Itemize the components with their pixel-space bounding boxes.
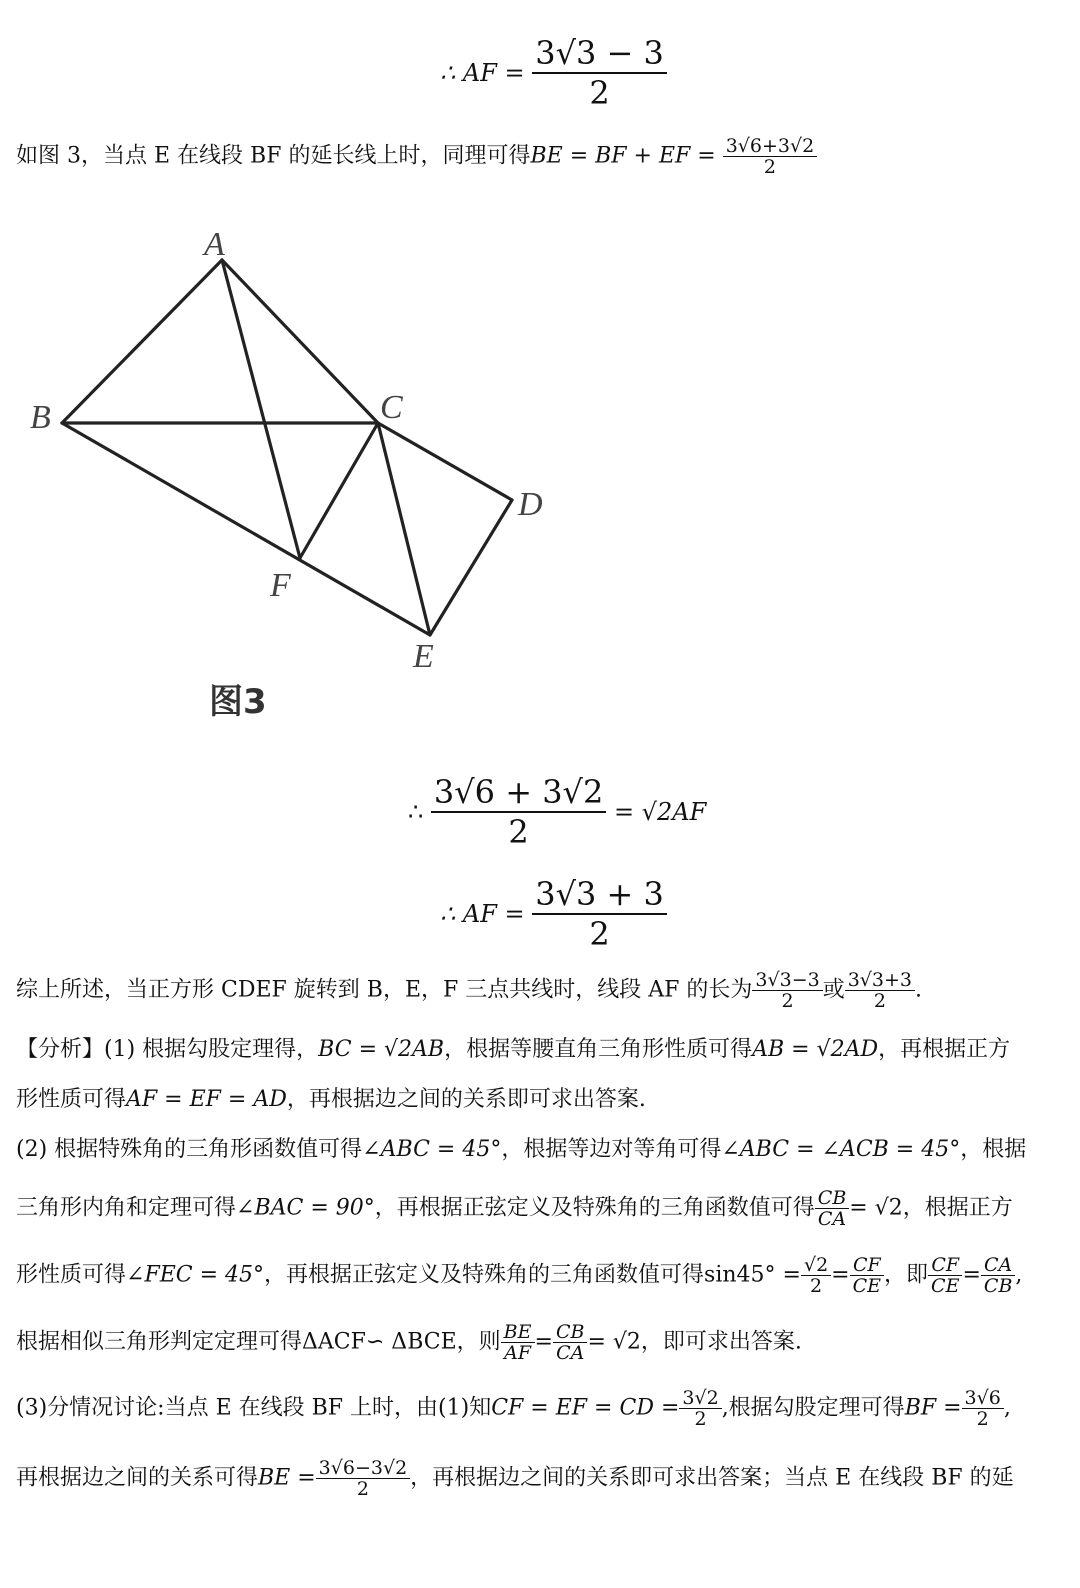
label-c: C (380, 389, 403, 426)
analysis-p2-line3 (16, 1255, 1022, 1296)
segment-ab (62, 260, 222, 423)
math-expr: = √2 (849, 1195, 903, 1221)
fraction-denominator: 2 (845, 990, 915, 1011)
analysis-p1-line1 (16, 1039, 1010, 1061)
fraction (752, 970, 822, 1011)
fraction-denominator: CE (928, 1275, 962, 1296)
fraction (431, 773, 606, 851)
fraction-denominator: CA (815, 1208, 850, 1229)
analysis-text: 三角形内角和定理可得 (16, 1195, 237, 1221)
summary-line (16, 970, 922, 1011)
fraction-numerator: CB (555, 1321, 585, 1343)
segment-cd (378, 423, 512, 500)
summary-end: . (915, 977, 923, 1003)
fraction-denominator: 2 (962, 1408, 1004, 1429)
fraction (501, 1322, 535, 1363)
fraction-numerator: 3√3+3 (847, 969, 913, 991)
fraction-denominator: 2 (752, 990, 822, 1011)
analysis-p3-line2 (16, 1458, 1014, 1499)
analysis-p1-line2 (16, 1089, 646, 1111)
fraction (815, 1188, 850, 1229)
figure3-intro-line (16, 136, 817, 177)
analysis-p2-line2 (16, 1188, 1013, 1229)
segment-cf (300, 423, 378, 558)
fraction (553, 1322, 588, 1363)
analysis-text: ，再根据边之间的关系即可求出答案；当点 E 在线段 BF 的延 (410, 1465, 1014, 1491)
analysis-text: 形性质可得 (16, 1087, 127, 1112)
analysis-text: 【分析】(1) 根据勾股定理得， (16, 1037, 319, 1062)
intro-text: 如图 3，当点 E 在线段 BF 的延长线上时，同理可得 (16, 143, 531, 169)
fraction (801, 1255, 831, 1296)
analysis-text: ，根据 (960, 1137, 1027, 1162)
summary-or: 或 (822, 977, 845, 1003)
analysis-text: ，即 (884, 1262, 929, 1288)
fraction-denominator: 2 (801, 1275, 831, 1296)
analysis-text: ，根据等边对等角可得 (501, 1137, 722, 1162)
geometry-figure-3 (0, 215, 600, 735)
analysis-text: ，再根据正弦定义及特殊角的三角函数值可得 (374, 1195, 815, 1221)
fraction-denominator: 2 (532, 72, 667, 112)
analysis-p2-line1 (16, 1139, 1026, 1161)
fraction (845, 970, 915, 1011)
math-expr: ∠BAC = 90° (236, 1195, 375, 1221)
fraction (679, 1388, 721, 1429)
analysis-text: 形性质可得 (16, 1262, 127, 1288)
fraction-numerator: 3√6 + 3√2 (433, 773, 604, 811)
fraction (928, 1255, 962, 1296)
fraction-numerator: √2 (803, 1254, 829, 1276)
analysis-text: 再根据边之间的关系可得 (16, 1465, 259, 1491)
analysis-text: ,根据勾股定理可得 (721, 1395, 905, 1421)
math-expr: ∠FEC = 45° (126, 1262, 265, 1288)
math-expr: ∠ABC = ∠ACB = 45° (721, 1137, 961, 1162)
fraction-denominator: 2 (723, 156, 818, 177)
analysis-p3-line1 (16, 1388, 1011, 1429)
analysis-p2-line4 (16, 1322, 802, 1363)
analysis-text: (2) 根据特殊角的三角形函数值可得 (16, 1137, 363, 1162)
label-f: F (270, 567, 291, 604)
fraction-denominator: 2 (316, 1478, 411, 1499)
segment-be (62, 423, 430, 635)
fraction (532, 875, 667, 953)
segment-ac (222, 260, 378, 423)
fraction-denominator: 2 (431, 811, 606, 851)
fraction-numerator: 3√2 (682, 1387, 719, 1409)
analysis-text: ，根据正方 (902, 1195, 1013, 1221)
label-d: D (518, 486, 543, 523)
fraction-denominator: 2 (532, 913, 667, 953)
fraction-numerator: CA (984, 1254, 1013, 1276)
fraction-denominator: CB (981, 1275, 1016, 1296)
fraction-numerator: 3√6+3√2 (725, 135, 815, 157)
label-b: B (30, 399, 51, 436)
equation-lhs: ∴ AF = (440, 59, 525, 87)
analysis-text: , (1015, 1262, 1023, 1288)
analysis-text: (3)分情况讨论:当点 E 在线段 BF 上时，由(1)知 (16, 1395, 492, 1421)
math-expr: BE = (258, 1465, 316, 1491)
math-expr: = √2 (587, 1329, 641, 1355)
fraction-denominator: CA (553, 1342, 588, 1363)
analysis-text: 根据相似三角形判定定理可得ΔACF∽ ΔBCE，则 (16, 1329, 501, 1355)
math-expr: AF = EF = AD (126, 1087, 287, 1112)
fraction-numerator: CB (817, 1187, 847, 1209)
equation-af-plus (440, 875, 667, 953)
math-expr: ∠ABC = 45° (362, 1137, 502, 1162)
analysis-text: , (1003, 1395, 1011, 1421)
label-e: E (413, 638, 434, 675)
equation-rhs: = √2AF (613, 798, 707, 826)
equation-lhs: ∴ AF = (440, 900, 525, 928)
fraction-numerator: CF (852, 1254, 881, 1276)
analysis-text: ，再根据边之间的关系即可求出答案. (286, 1087, 646, 1112)
fraction (850, 1255, 884, 1296)
segment-ce (378, 423, 430, 635)
fraction-numerator: BE (503, 1321, 532, 1343)
summary-text: 综上所述，当正方形 CDEF 旋转到 B，E，F 三点共线时，线段 AF 的长为 (16, 977, 753, 1003)
math-expr: AB = √2AD (752, 1037, 879, 1062)
fraction (962, 1388, 1004, 1429)
fraction-denominator: CE (850, 1275, 884, 1296)
fraction-numerator: 3√3−3 (755, 969, 820, 991)
fraction (532, 34, 667, 112)
equation-sqrt2-af (408, 773, 706, 851)
analysis-text: ，再根据正方 (878, 1037, 1011, 1062)
intro-expr: BE = BF + EF = (530, 143, 716, 169)
segment-de (430, 500, 512, 635)
fraction-numerator: 3√6 (964, 1387, 1001, 1409)
fraction-numerator: 3√3 − 3 (535, 34, 664, 72)
equation-af-minus (440, 34, 667, 112)
math-expr: = (962, 1262, 981, 1288)
math-expr: BF = (904, 1395, 962, 1421)
fraction (981, 1255, 1016, 1296)
equation-lhs: ∴ (408, 798, 424, 826)
fraction-numerator: CF (931, 1254, 960, 1276)
math-expr: = (831, 1262, 850, 1288)
fraction (723, 136, 818, 177)
fraction-numerator: 3√3 + 3 (535, 875, 664, 913)
fraction-denominator: AF (501, 1342, 535, 1363)
math-expr: sin45° = (704, 1262, 801, 1288)
segment-af (222, 260, 300, 558)
figure-caption: 图3 (209, 682, 267, 722)
math-expr: CF = EF = CD = (491, 1395, 680, 1421)
label-a: A (204, 226, 225, 263)
math-expr: BC = √2AB (318, 1037, 445, 1062)
analysis-text: ，根据等腰直角三角形性质可得 (444, 1037, 753, 1062)
fraction (316, 1458, 411, 1499)
analysis-text: ，再根据正弦定义及特殊角的三角函数值可得 (264, 1262, 705, 1288)
fraction-numerator: 3√6−3√2 (318, 1457, 408, 1479)
analysis-text: ，即可求出答案. (640, 1329, 802, 1355)
fraction-denominator: 2 (679, 1408, 721, 1429)
math-expr: = (534, 1329, 553, 1355)
